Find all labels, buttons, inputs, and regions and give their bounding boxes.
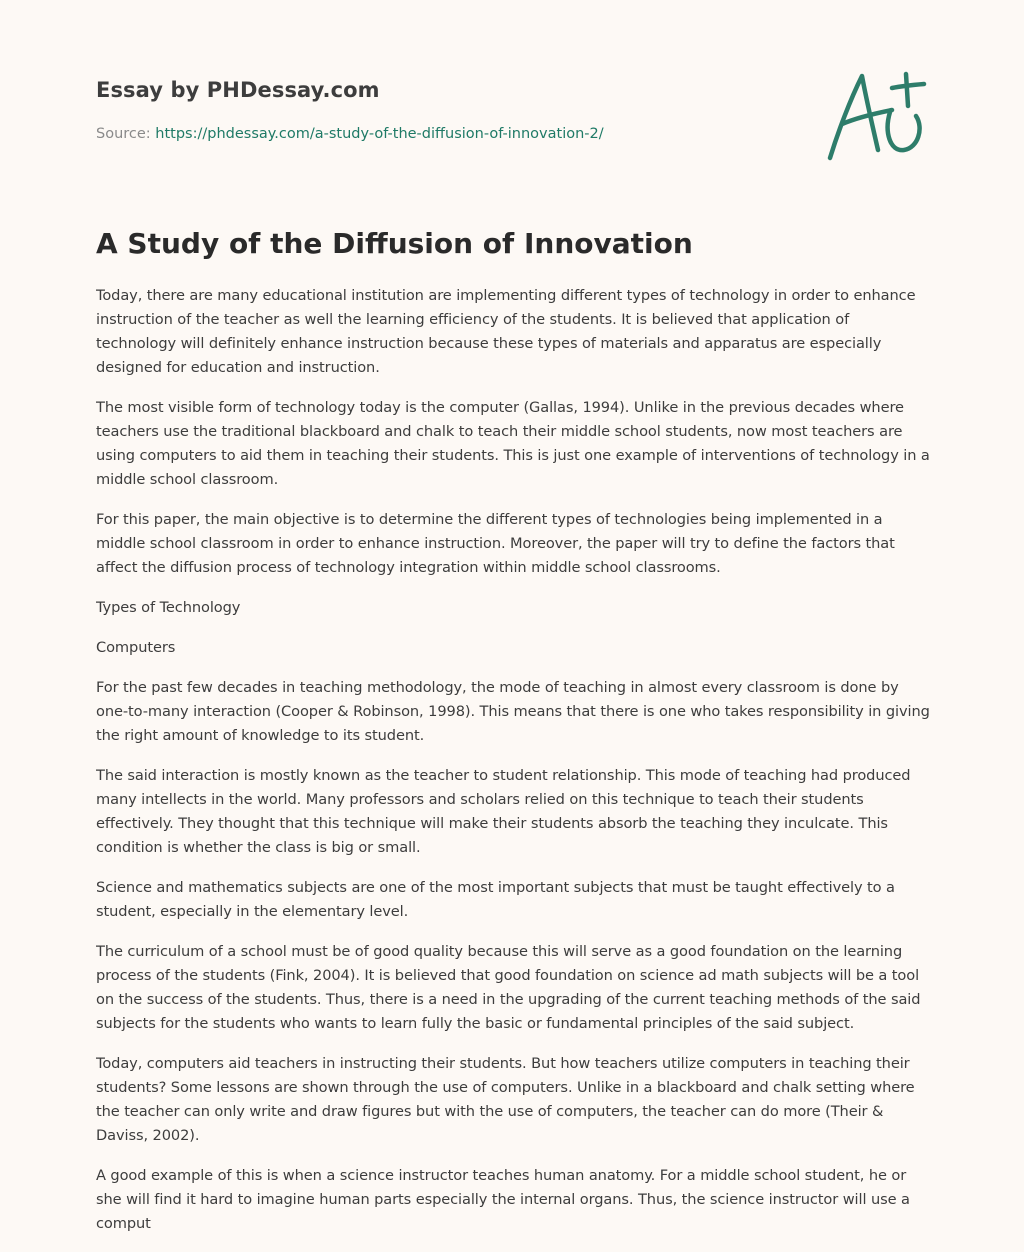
source-line [96,124,796,144]
source-label: Source: [96,126,151,142]
source-link[interactable]: https://phdessay.com/a-study-of-the-diffusion-of-innovation-2/ [155,126,604,142]
paragraph: Science and mathematics subjects are one of the most important subjects that must be taught effectively to a student, especially in the elementary level. [96,879,895,920]
document-header [96,74,796,144]
essay-body [96,284,932,1252]
paragraph: The curriculum of a school must be of good quality because this will serve as a good foundation on the learning process of the students (Fink, 2004). It is believed that good foundation on science ad math subjects will be a tool on the success of the students. Thus, there is a need in the upgrading of the current teaching methods of the said subjects for the students who wants to learn fully the basic or fundamental principles of the said subject. [96,943,921,1032]
paragraph: Today, computers aid teachers in instructing their students. But how teachers utilize computers in teaching their students? Some lessons are shown through the use of computers. Unlike in a blackboard and chalk setting where the teacher can only write and draw figures but with the use of computers, the teacher can do more (Their & Daviss, 2002). [96,1055,915,1144]
paragraph: For this paper, the main objective is to determine the different types of technologies being implemented in a middle school classroom in order to enhance instruction. Moreover, the paper will try to define the factors that affect the diffusion process of technology integration within middle school classrooms. [96,511,895,576]
brand-title: Essay by PHDessay.com [96,78,380,102]
paragraph: Today, there are many educational institution are implementing different types of technology in order to enhance instruction of the teacher as well the learning efficiency of the students. It is believed that application of technology will definitely enhance instruction because these types of materials and apparatus are especially designed for education and instruction. [96,287,916,376]
paragraph: A good example of this is when a science instructor teaches human anatomy. For a middle school student, he or she will find it hard to imagine human parts especially the internal organs. Thus, the science instructor will use a comput [96,1167,910,1232]
a-plus-grade-icon [820,66,930,166]
section-heading: Types of Technology [96,599,241,616]
essay-title: A Study of the Diffusion of Innovation [96,227,693,260]
paragraph: For the past few decades in teaching methodology, the mode of teaching in almost every classroom is done by one-to-many interaction (Cooper & Robinson, 1998). This means that there is one who takes responsibility in giving the right amount of knowledge to its student. [96,679,930,744]
subsection-heading: Computers [96,639,176,656]
paragraph: The said interaction is mostly known as the teacher to student relationship. This mode of teaching had produced many intellects in the world. Many professors and scholars relied on this technique to teach their students effectively. They thought that this technique will make their students absorb the teaching they inculcate. This condition is whether the class is big or small. [96,767,911,856]
paragraph: The most visible form of technology today is the computer (Gallas, 1994). Unlike in the previous decades where teachers use the traditional blackboard and chalk to teach their middle school students, now most teachers are using computers to aid them in teaching their students. This is just one example of interventions of technology in a middle school classroom. [96,399,930,488]
